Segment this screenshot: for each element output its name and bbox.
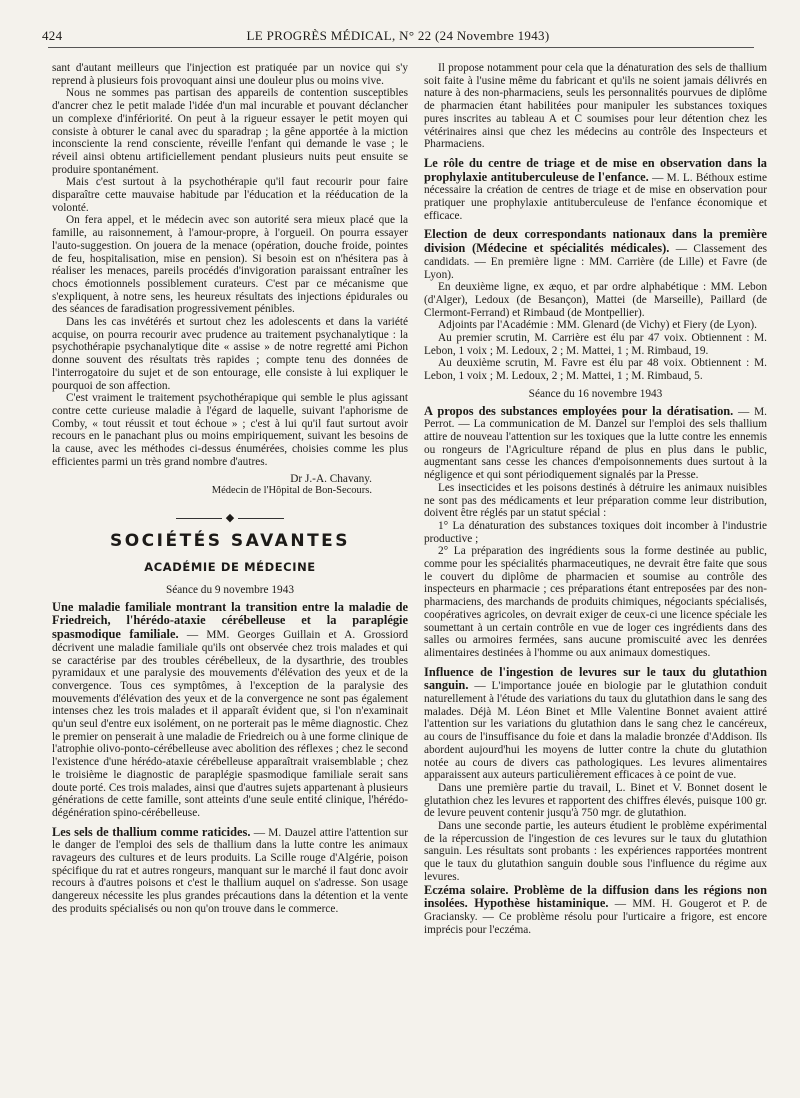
paragraph: Au deuxième scrutin, M. Favre est élu par 48 voix. Obtiennent : M. Lebon, 1 voix ; M. Ledoux, 2 ; M. Mattei, 1 ; M. Rimbaud, 5.	[424, 357, 767, 383]
page-header	[42, 28, 754, 46]
article-body: — Classement des candidats. — En première ligne : MM. Carrière (de Lille) et Favre (de Lyon).	[424, 243, 767, 281]
paragraph: Nous ne sommes pas partisan des appareils de contention susceptibles d'ancrer chez le petit malade l'idée d'un mal incurable et pouvant déclancher un complexe d'infériorité. On peut à la rigueur essayer le petit moyen qui consiste à obturer le canal avec du sparadrap ; la gêne apportée à la miction inconsciente la rend consciente, réveille l'enfant qui demande le vase ; le réveil ainsi obtenu artificiellement pendant plusieurs nuits peut ensuite se produire spontanément.	[52, 87, 408, 176]
section-ornament: ◆	[52, 512, 408, 525]
article-heading: Eczéma solaire. Problème de la diffusion dans les régions non insolées. Hypothèse histaminique.	[424, 882, 767, 911]
article-heading: Les sels de thallium comme raticides.	[52, 824, 251, 839]
academy-heading: ACADÉMIE DE MÉDECINE	[144, 560, 316, 575]
article-heading: Une maladie familiale montrant la transition entre la maladie de Friedreich, l'hérédo-ataxie cérébelleuse et la paraplégie spasmodique familiale.	[52, 599, 408, 642]
article-body: — M. Perrot. — La communication de M. Danzel sur l'emploi des sels thallium attire de nouveau l'attention sur les toxiques que la lutte contre les ennemis ou rongeurs de l'Agriculture répand de plus en plus dans le public, augmentant sans cesse les chances d'empoisonnements dues surtout à la négligence et qui sont périodiquement signalés par la Presse.	[424, 405, 767, 482]
article	[424, 666, 767, 782]
article	[424, 228, 767, 281]
article-body: — M. L. Béthoux estime nécessaire la création de centres de triage et de mise en observation pour pratiquer une prophylaxie antituberculeuse de l'enfance économique et efficace.	[424, 171, 767, 222]
article-heading: Election de deux correspondants nationaux dans la première division (Médecine et spécialités médicales).	[424, 227, 767, 256]
session-date: Séance du 9 novembre 1943	[166, 584, 294, 597]
article	[424, 884, 767, 937]
paragraph: Au premier scrutin, M. Carrière est élu par 47 voix. Obtiennent : M. Lebon, 1 voix ; M. Ledoux, 2 ; M. Mattei, 1 ; M. Rimbaud, 19.	[424, 332, 767, 357]
author-affiliation: Médecin de l'Hôpital de Bon-Secours.	[211, 485, 372, 497]
article-heading: A propos des substances employées pour la dératisation.	[424, 403, 734, 418]
paragraph: Dans les cas invétérés et surtout chez les adolescents et dans la variété acquise, on pourra recourir avec prudence au traitement psychanalytique : la psychothérapie psychanalytique dite « assise » de notre regretté ami Pichon donne souvent des résultats très rapides ; compte tenu des données de l'interrogatoire du sujet et de son entourage, elle consiste à lui expliquer le pourquoi de son affection.	[52, 316, 408, 392]
session-date: Séance du 16 novembre 1943	[528, 387, 663, 400]
page-number: 424	[42, 28, 63, 43]
article	[424, 405, 767, 482]
author-signature: Dr J.-A. Chavany.	[290, 472, 372, 485]
paragraph: Il propose notamment pour cela que la dénaturation des sels de thallium soit faite à l'usine même du fabricant et qu'ils ne soient jamais délivrés en nature à des non-pharmaciens, seuls les personnalités pourvues de diplôme de pharmacien étant habilitées pour manipuler les substances toxiques pures inscrites au tableau A et C soumises pour leur détention chez les vétérinaires ainsi que chez les médecins au contrôle des Inspecteurs et Pharmaciens.	[424, 62, 767, 151]
header-rule	[48, 47, 754, 48]
article-body: — MM. Georges Guillain et A. Grossiord décrivent une maladie familiale qu'ils ont observée chez trois malades et qui se caractérise par des troubles cérébelleux, de la dysarthrie, des troubles pyramidaux et une paralysie des mouvements d'élévation des yeux et de la convergence. Tous ces symptômes, à l'exception de la paralysie des mouvements d'élévation des yeux et de la convergence ne sont pas également intenses chez les trois malades et il apparaît évident que, si l'on n'examinait qu'un seul d'entre eux isolément, on ne porterait pas le même diagnostic. Chez le premier on penserait à une maladie de Friedreich ou à une forme clinique de l'atrophie olivo-ponto-cérébelleuse avec abolition des réflexes ; chez le second l'existence d'une hérédo-ataxie cérébelleuse apparaîtrait vraisemblable ; chez le troisième le diagnostic de paraplégie spasmodique familiale serait sans doute porté. Ces trois malades, ainsi que d'autres sujets appartenant à plusieurs générations de cette famille, sont atteints d'une seule entité clinique, l'hérédo-dégénération spino-cérébelleuse.	[52, 629, 409, 819]
article-body: — MM. H. Gougerot et P. de Graciansky. — Ce problème résolu pour l'urticaire a frigore, est encore imprécis pour l'eczéma.	[424, 898, 767, 936]
article	[424, 157, 767, 223]
paragraph: Adjoints par l'Académie : MM. Glenard (de Vichy) et Fiery (de Lyon).	[438, 319, 757, 332]
paragraph: Dans une première partie du travail, L. Binet et V. Bonnet dosent le glutathion chez les levures et rapportent des chiffres élevés, puisque 100 gr. de levure peuvent contenir jusqu'à 750 mgr. de glutathion.	[424, 781, 767, 820]
right-column	[424, 62, 767, 936]
left-column	[52, 62, 408, 916]
article-body: — L'importance jouée en biologie par le glutathion conduit naturellement à l'étude des variations du taux du glutathion dans le sang des malades. Déjà M. Léon Binet et Mlle Valentine Bonnet avaient attiré l'attention sur les variations du glutathion dans le sang chez le cancéreux, au cours de l'insuffisance du foie et dans la maladie bronzée d'Addison. Ils abordent aujourd'hui les moyens de lutter contre la chute du glutathion notée au cours de divers cas pathologiques. Les levures alimentaires apparaissent aux auteurs particulièrement efficaces à ce point de vue.	[424, 680, 767, 782]
paragraph: Dans une seconde partie, les auteurs étudient le problème expérimental de la répercussion de l'ingestion de ces levures sur le taux du glutathion sanguin. Les résultats sont probants : les expériences rapportées montrent que le taux du glutathion sanguin double sous l'influence du régime aux levures.	[424, 820, 767, 883]
journal-title: LE PROGRÈS MÉDICAL, N° 22 (24 Novembre 1943)	[246, 28, 550, 43]
paragraph: En deuxième ligne, ex æquo, et par ordre alphabétique : MM. Lebon (d'Alger), Ledoux (de Besançon), Mattei (de Marseille), Paillard (de Clermont-Ferrand) et Rimbaud (de Montpellier).	[424, 281, 767, 319]
paragraph: 2° La préparation des ingrédients sous la forme destinée au public, comme pour les spécialités pharmaceutiques, ne devrait être faite que sous le couvert du diplôme de pharmacien et soumise au contrôle des inspecteurs en pharmacie ; ces préparations étant entreposées par des non-pharmaciens, des marchands de produits chimiques, négociants spécialisés, coopératives agricoles, on devrait exiger de ceux-ci une licence spéciale les soumettant à un certain contrôle en vue de loger ces ingrédients dans des salles ou armoires fermées, sans aucune promiscuité avec les denrées alimentaires destinées à l'homme ou aux animaux domestiques.	[424, 545, 767, 659]
article-body: — M. Dauzel attire l'attention sur le danger de l'emploi des sels de thallium dans la lutte contre les animaux ravageurs des cultures et de leurs produits. La Scille rouge d'Algérie, poison spécifique du rat et autres rongeurs, manquant sur le marché il faut donc avoir recours à d'autres poisons et c'est le thallium auquel on s'adresse. Son usage dangereux nécessite les plus grandes précautions dans la détention et la vente des produits spécialisés ou non qu'on trouve dans le commerce.	[52, 826, 408, 915]
section-title: SOCIÉTÉS SAVANTES	[109, 530, 351, 551]
article-heading: Le rôle du centre de triage et de mise en observation dans la prophylaxie antituberculeuse de l'enfance.	[424, 155, 767, 184]
paragraph: sant d'autant meilleurs que l'injection est pratiquée par un novice qui s'y reprend à plusieurs fois provoquant ainsi une douleur plus ou moins vive.	[52, 62, 408, 87]
article	[52, 601, 408, 820]
paragraph: On fera appel, et le médecin avec son autorité sera mieux placé que la famille, au raisonnement, à l'amour-propre, à l'orgueil. On pourra essayer l'auto-suggestion. On jouera de la menace (opération, douche froide, pointes de feu, hospitalisation, mise en pension). Si besoin est on n'hésitera pas à réaliser les menaces, pareils procédés d'invigoration paraissant entraîner les chocs émotionnels possiblement curateurs. C'est par ce mécanisme que s'expliquent, à notre sens, les heureux résultats des injections épidurales ou des séances de faradisation progressivement pénibles.	[52, 214, 408, 316]
paragraph: Mais c'est surtout à la psychothérapie qu'il faut recourir pour faire disparaître cette mauvaise habitude par l'éducation et la rééducation de la volonté.	[52, 176, 408, 214]
paragraph: 1° La dénaturation des substances toxiques doit incomber à l'industrie productive ;	[424, 519, 767, 545]
article-heading: Influence de l'ingestion de levures sur le taux du glutathion sanguin.	[424, 664, 767, 693]
paragraph: C'est vraiment le traitement psychothérapique qui semble le plus agissant contre cette curieuse maladie à l'égard de laquelle, suivant l'aphorisme de Comby, « tout réussit et tout échoue » ; c'est à lui qu'il faut surtout avoir recours en le panachant plus ou moins empiriquement, suivant les besoins de la cause, avec les méthodes ci-dessus énumérées, choisies comme les plus efficientes parmi un très grand nombre d'autres.	[52, 392, 408, 468]
article	[52, 826, 408, 916]
paragraph: Les insecticides et les poisons destinés à détruire les animaux nuisibles ne sont pas des médicaments et leur préparation comme leur distribution, doivent être réglés par un statut spécial :	[424, 481, 767, 520]
